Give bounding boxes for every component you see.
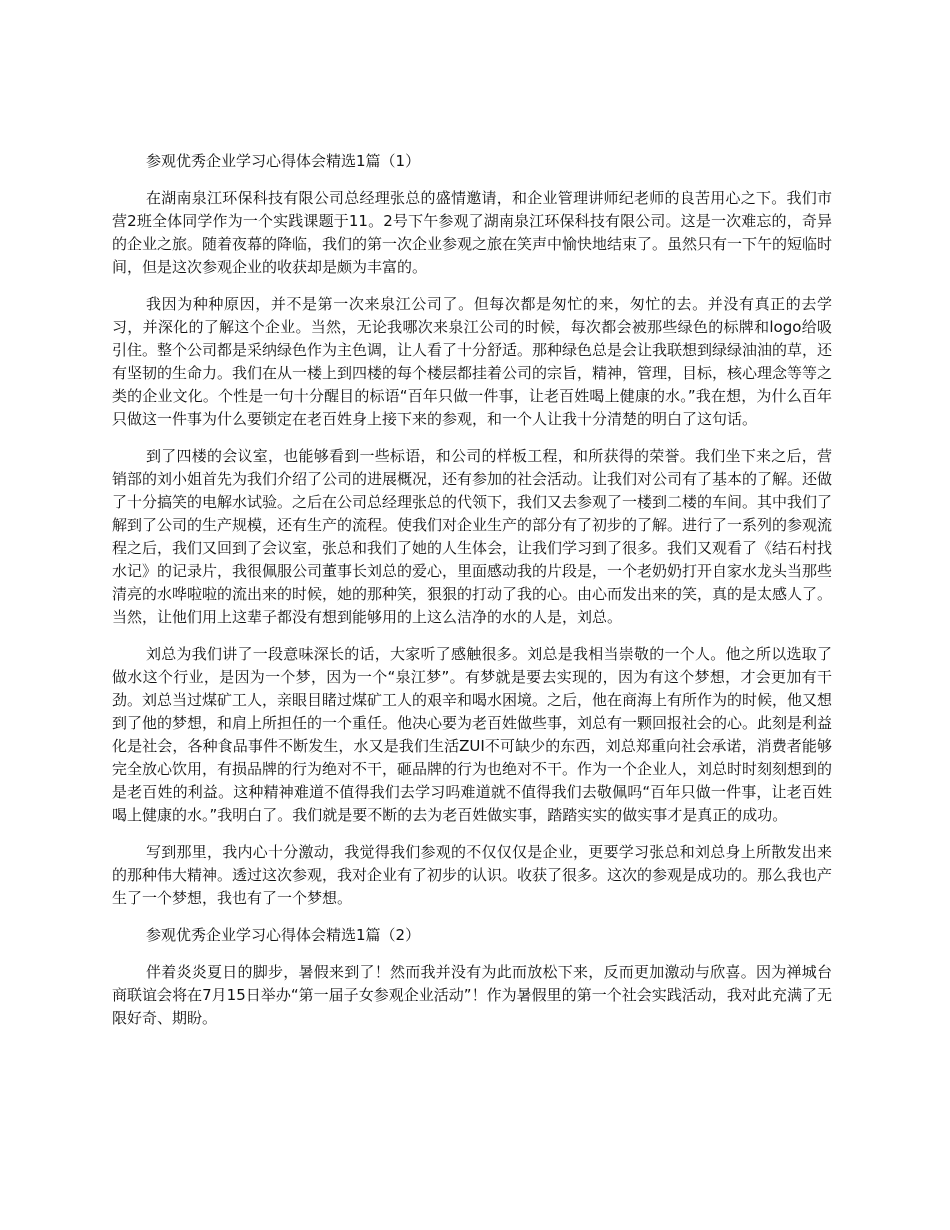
article-section-2 bbox=[112, 924, 832, 1030]
document-page bbox=[112, 150, 832, 1044]
paragraph: 在湖南泉江环保科技有限公司总经理张总的盛情邀请，和企业管理讲师纪老师的良苦用心之下。我们市营2班全体同学作为一个实践课题于11。2号下午参观了湖南泉江环保科技有限公司。这是一次难忘的，奇异的企业之旅。随着夜幕的降临，我们的第一次企业参观之旅在笑声中愉快地结束了。虽然只有一下午的短临时间，但是这次参观企业的收获却是颇为丰富的。 bbox=[112, 189, 833, 276]
paragraph: 刘总为我们讲了一段意味深长的话，大家听了感触很多。刘总是我相当崇敬的一个人。他之所以选取了做水这个行业，是因为一个梦，因为一个“泉江梦”。有梦就是要去实现的，因为有这个梦想，才会更加有干劲。刘总当过煤矿工人，亲眼目睹过煤矿工人的艰辛和喝水困境。之后，他在商海上有所作为的时候，他又想到了他的梦想，和肩上所担任的一个重任。他决心要为老百姓做些事，刘总有一颗回报社会的心。此刻是利益化是社会，各种食品事件不断发生，水又是我们生活ZUI不可缺少的东西，刘总郑重向社会承诺，消费者能够完全放心饮用，有损品牌的行为绝对不干，砸品牌的行为也绝对不干。作为一个企业人，刘总时时刻刻想到的是老百姓的利益。这种精神难道不值得我们去学习吗难道就不值得我们去敬佩吗“百年只做一件事，让老百姓喝上健康的水。”我明白了。我们就是要不断的去为老百姓做实事，踏踏实实的做实事才是真正的成功。 bbox=[112, 645, 833, 824]
paragraph: 到了四楼的会议室，也能够看到一些标语，和公司的样板工程，和所获得的荣誉。我们坐下来之后，营销部的刘小姐首先为我们介绍了公司的进展概况，还有参加的社会活动。让我们对公司有了基本的了解。还做了十分搞笑的电解水试验。之后在公司总经理张总的代领下，我们又去参观了一楼到二楼的车间。其中我们了解到了公司的生产规模，还有生产的流程。使我们对企业生产的部分有了初步的了解。进行了一系列的参观流程之后，我们又回到了会议室，张总和我们了她的人生体会，让我们学习到了很多。我们又观看了《结石村找水记》的记录片，我很佩服公司董事长刘总的爱心，里面感动我的片段是，一个老奶奶打开自家水龙头当那些清亮的水哗啦啦的流出来的时候，她的那种笑，狠狠的打动了我的心。由心而发出来的笑，真的是太感人了。当然，让他们用上这辈子都没有想到能够用的上这么洁净的水的人是，刘总。 bbox=[112, 447, 833, 626]
paragraph: 写到那里，我内心十分激动，我觉得我们参观的不仅仅仅是企业，更要学习张总和刘总身上所散发出来的那种伟大精神。透过这次参观，我对企业有了初步的认识。收获了很多。这次的参观是成功的。那么我也产生了一个梦想，我也有了一个梦想。 bbox=[112, 843, 833, 907]
section-heading: 参观优秀企业学习心得体会精选1篇（2） bbox=[146, 926, 421, 944]
paragraph: 我因为种种原因，并不是第一次来泉江公司了。但每次都是匆忙的来，匆忙的去。并没有真正的去学习，并深化的了解这个企业。当然，无论我哪次来泉江公司的时候，每次都会被那些绿色的标牌和logo给吸引住。整个公司都是采纳绿色作为主色调，让人看了十分舒适。那种绿色总是会让我联想到绿绿油油的草，还有坚韧的生命力。我们在从一楼上到四楼的每个楼层都挂着公司的宗旨，精神，管理，目标，核心理念等等之类的企业文化。个性是一句十分醒目的标语“百年只做一件事，让老百姓喝上健康的水。”我在想，为什么百年只做这一件事为什么要锁定在老百姓身上接下来的参观，和一个人让我十分清楚的明白了这句话。 bbox=[112, 295, 833, 428]
paragraph: 伴着炎炎夏日的脚步，暑假来到了！然而我并没有为此而放松下来，反而更加激动与欣喜。因为禅城台商联谊会将在7月15日举办“第一届子女参观企业活动”！作为暑假里的第一个社会实践活动，我对此充满了无限好奇、期盼。 bbox=[112, 963, 832, 1027]
article-section-1 bbox=[112, 150, 832, 910]
section-heading: 参观优秀企业学习心得体会精选1篇（1） bbox=[146, 152, 421, 170]
